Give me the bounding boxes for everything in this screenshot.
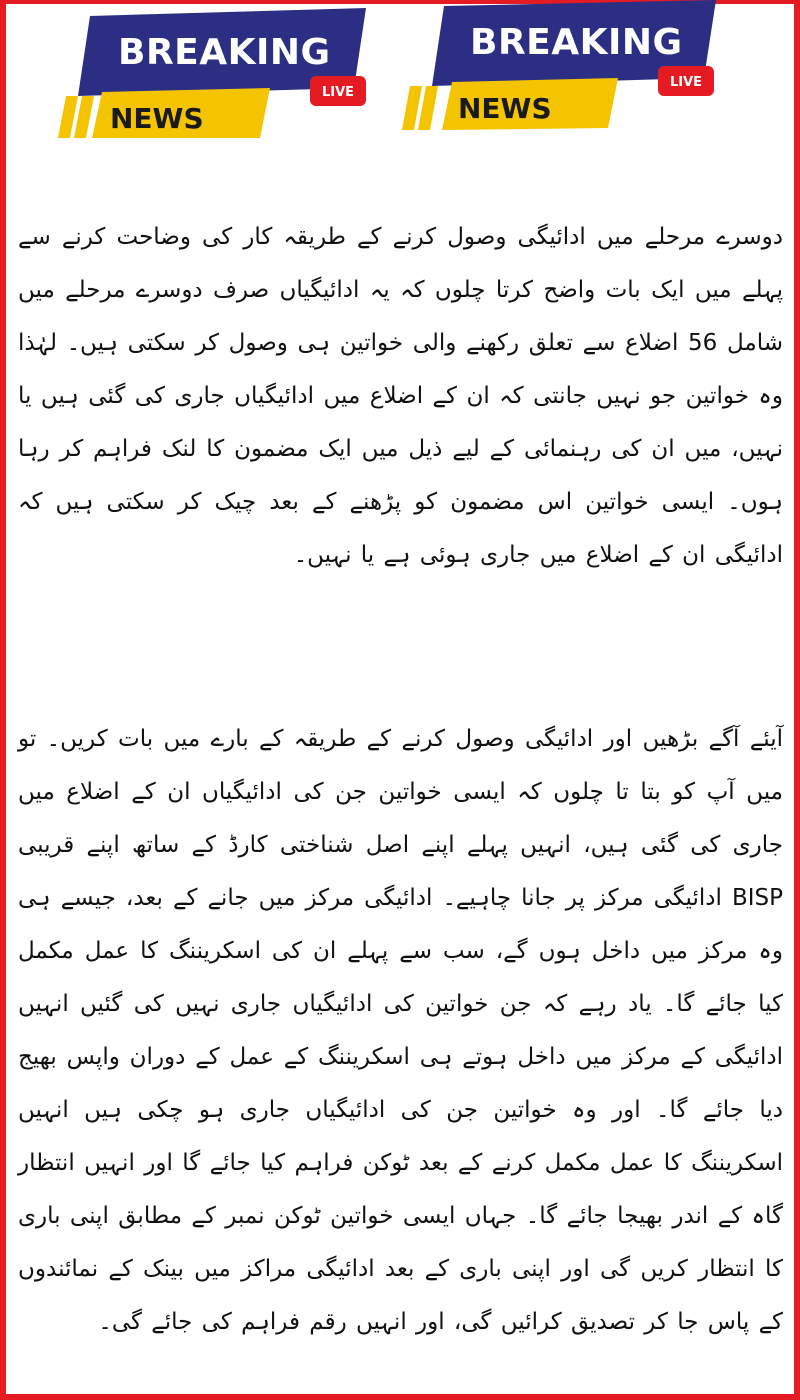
yellow-stripe (402, 86, 422, 130)
breaking-news-badge-left (48, 4, 358, 139)
breaking-news-graphic (48, 4, 368, 139)
breaking-label: BREAKING (470, 22, 683, 63)
live-label: LIVE (322, 85, 355, 100)
yellow-stripe (418, 86, 438, 130)
news-label: NEWS (110, 102, 204, 135)
breaking-news-badge-right (396, 0, 706, 135)
article-paragraph-2: آیئے آگے بڑھیں اور ادائیگی وصول کرنے کے طریقہ کے بارے میں بات کریں۔ تو میں آپ کو بتا تا چلوں کہ ایسی خواتین جن کی ادائیگیاں ان کے اضلاع میں جاری کی گئی ہیں، انہیں پہلے اپنے اصل شناختی کارڈ کے ساتھ اپنے قریبی BISP ادائیگی مرکز پر جانا چاہیے۔ ادائیگی مرکز میں جانے کے بعد، جیسے ہی وہ مرکز میں داخل ہوں گے، سب سے پہلے ان کی اسکریننگ کا عمل مکمل کیا جائے گا۔ یاد رہے کہ جن خواتین کی ادائیگیاں جاری نہیں کی گئیں انہیں ادائیگی کے مرکز میں داخل ہوتے ہی اسکریننگ کے عمل کے دوران واپس بھیج دیا جائے گا۔ اور وہ خواتین جن کی ادائیگیاں جاری ہو چکی ہیں انہیں اسکریننگ کا عمل مکمل کرنے کے بعد ٹوکن فراہم کیا جائے گا اور انہیں انتظار گاہ کے اندر بھیجا جائے گا۔ جہاں ایسی خواتین ٹوکن نمبر کے مطابق اپنی باری کا انتظار کریں گی اور اپنی باری کے بعد ادائیگی مراکز میں بینک کے نمائندوں کے پاس جا کر تصدیق کرائیں گی، اور انہیں رقم فراہم کی جائے گی۔ (18, 726, 783, 1335)
breaking-label: BREAKING (118, 32, 331, 73)
live-label: LIVE (670, 75, 703, 90)
yellow-stripe (74, 96, 94, 138)
news-label: NEWS (458, 92, 552, 125)
article-paragraph-1: دوسرے مرحلے میں ادائیگی وصول کرنے کے طریقہ کار کی وضاحت کرنے سے پہلے میں ایک بات واضح کرتا چلوں کہ یہ ادائیگیاں صرف دوسرے مرحلے میں شامل 56 اضلاع سے تعلق رکھنے والی خواتین ہی وصول کر سکتی ہیں۔ لہٰذا وہ خواتین جو نہیں جانتی کہ ان کے اضلاع میں ادائیگیاں جاری کی گئی ہیں یا نہیں، میں ان کی رہنمائی کے لیے ذیل میں ایک مضمون کا لنک فراہم کر رہا ہوں۔ ایسی خواتین اس مضمون کو پڑھنے کے بعد چیک کر سکتی ہیں کہ ادائیگی ان کے اضلاع میں جاری ہوئی ہے یا نہیں۔ (18, 224, 783, 568)
breaking-news-graphic (396, 0, 726, 135)
yellow-stripe (58, 96, 78, 138)
